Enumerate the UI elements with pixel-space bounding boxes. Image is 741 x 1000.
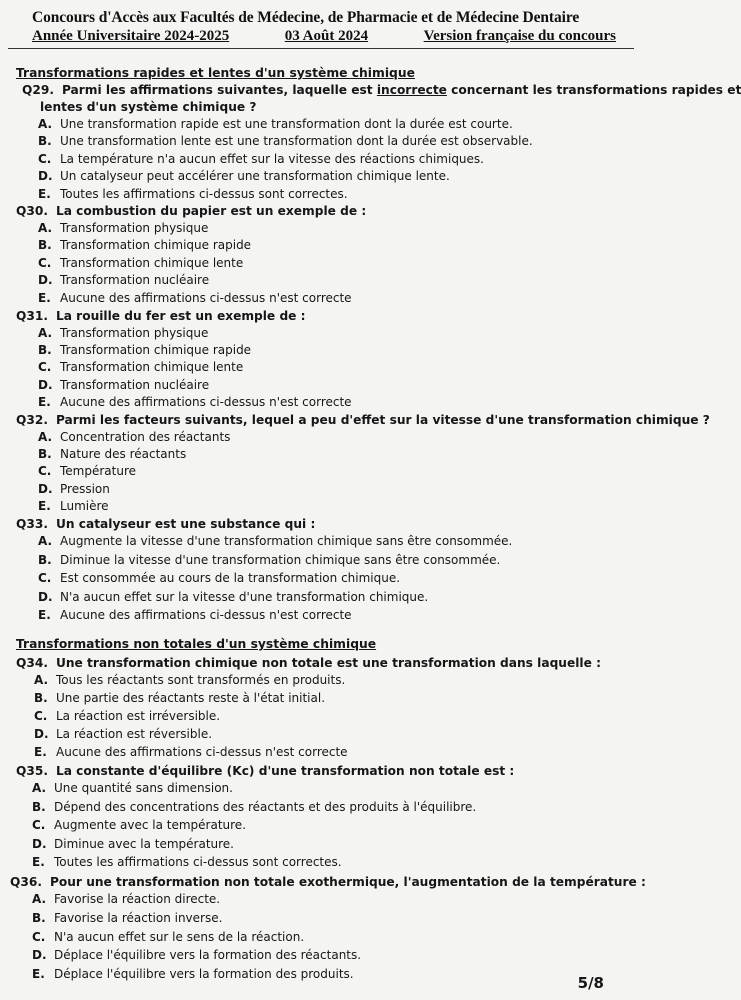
option-text: N'a aucun effet sur le sens de la réaction. bbox=[54, 929, 305, 944]
option-text: Tous les réactants sont transformés en produits. bbox=[56, 673, 346, 687]
option-letter: C. bbox=[38, 255, 52, 270]
option-text: Toutes les affirmations ci-dessus sont correctes. bbox=[54, 855, 342, 869]
option-text: Augmente avec la température. bbox=[54, 818, 247, 832]
option-text: Une partie des réactants reste à l'état initial. bbox=[56, 691, 326, 705]
question-number: Q29. bbox=[22, 83, 54, 97]
option-letter: E. bbox=[38, 186, 51, 201]
option-e bbox=[32, 855, 342, 869]
option-letter: A. bbox=[38, 430, 53, 444]
option-text: Diminue la vitesse d'une transformation chimique sans être consommée. bbox=[60, 552, 501, 567]
option-b bbox=[34, 691, 325, 705]
option-b bbox=[38, 134, 533, 148]
page-number: 5/8 bbox=[577, 974, 604, 992]
option-b bbox=[32, 800, 476, 814]
option-letter: B. bbox=[38, 238, 52, 253]
option-letter: A. bbox=[38, 534, 53, 548]
option-text: Aucune des affirmations ci-dessus n'est correcte bbox=[60, 290, 352, 305]
option-text: Une transformation rapide est une transformation dont la durée est courte. bbox=[60, 117, 513, 131]
option-a bbox=[32, 892, 220, 906]
option-text: Aucune des affirmations ci-dessus n'est correcte bbox=[60, 394, 352, 409]
option-a bbox=[38, 221, 208, 235]
option-text: Déplace l'équilibre vers la formation des produits. bbox=[54, 967, 354, 982]
option-text: Un catalyseur peut accélérer une transformation chimique lente. bbox=[60, 169, 450, 184]
option-text: Transformation nucléaire bbox=[60, 273, 210, 288]
option-letter: D. bbox=[38, 481, 53, 496]
option-d bbox=[38, 273, 209, 287]
option-text: Transformation nucléaire bbox=[60, 377, 210, 392]
option-text: Aucune des affirmations ci-dessus n'est correcte bbox=[56, 745, 348, 759]
option-text: Diminue avec la température. bbox=[54, 836, 234, 851]
option-letter: A. bbox=[32, 892, 47, 906]
option-d bbox=[38, 590, 428, 604]
option-letter: D. bbox=[32, 836, 47, 851]
option-a bbox=[32, 781, 233, 795]
option-text: Transformation chimique rapide bbox=[60, 343, 252, 358]
option-b bbox=[38, 553, 500, 567]
option-letter: E. bbox=[38, 290, 51, 305]
option-text: La température n'a aucun effet sur la vitesse des réactions chimiques. bbox=[60, 151, 484, 166]
option-text: Nature des réactants bbox=[60, 447, 187, 462]
option-letter: E. bbox=[38, 394, 51, 409]
option-letter: E. bbox=[32, 855, 45, 869]
option-a bbox=[38, 326, 208, 340]
option-letter: D. bbox=[34, 727, 49, 741]
option-d bbox=[38, 378, 209, 392]
option-letter: B. bbox=[38, 134, 52, 149]
option-letter: B. bbox=[32, 799, 46, 814]
option-c bbox=[38, 256, 243, 270]
option-letter: C. bbox=[34, 709, 48, 723]
section-title: Transformations rapides et lentes d'un système chimique bbox=[16, 66, 415, 80]
option-a bbox=[38, 117, 513, 131]
option-d bbox=[38, 169, 450, 183]
option-letter: D. bbox=[32, 948, 47, 963]
option-b bbox=[38, 447, 186, 461]
option-letter: A. bbox=[34, 673, 49, 687]
option-letter: D. bbox=[38, 169, 53, 184]
option-text: Est consommée au cours de la transformation chimique. bbox=[60, 571, 401, 585]
option-text: Aucune des affirmations ci-dessus n'est correcte bbox=[60, 608, 352, 622]
option-letter: A. bbox=[38, 117, 53, 131]
option-e bbox=[32, 967, 354, 981]
option-letter: C. bbox=[38, 151, 52, 166]
option-text: Une quantité sans dimension. bbox=[54, 781, 233, 795]
option-e bbox=[34, 745, 348, 759]
option-c bbox=[32, 930, 304, 944]
option-c bbox=[38, 571, 400, 585]
option-text: Favorise la réaction directe. bbox=[54, 892, 221, 906]
exam-subheader bbox=[32, 28, 616, 45]
option-letter: B. bbox=[32, 910, 46, 925]
option-e bbox=[38, 291, 352, 305]
question-q34: Q34. Une transformation chimique non totale est une transformation dans laquelle : bbox=[16, 656, 601, 670]
option-text: N'a aucun effet sur la vitesse d'une transformation chimique. bbox=[60, 589, 429, 604]
question-q33: Q33. Un catalyseur est une substance qui : bbox=[16, 517, 316, 531]
option-text: Favorise la réaction inverse. bbox=[54, 910, 223, 925]
option-letter: E. bbox=[38, 498, 51, 513]
option-letter: B. bbox=[38, 343, 52, 358]
question-q36: Q36. Pour une transformation non totale exothermique, l'augmentation de la température : bbox=[10, 875, 646, 889]
option-letter: C. bbox=[32, 929, 46, 944]
option-text: Déplace l'équilibre vers la formation des réactants. bbox=[54, 948, 362, 963]
header-divider bbox=[8, 48, 634, 49]
option-text: Une transformation lente est une transformation dont la durée est observable. bbox=[60, 134, 533, 149]
option-e bbox=[38, 187, 348, 201]
exam-date: 03 Août 2024 bbox=[284, 28, 369, 44]
exam-version: Version française du concours bbox=[423, 28, 616, 44]
option-text: Concentration des réactants bbox=[60, 430, 231, 444]
option-a bbox=[34, 673, 345, 687]
option-c bbox=[38, 360, 243, 374]
option-e bbox=[38, 499, 109, 513]
option-letter: C. bbox=[38, 360, 52, 375]
option-text: Transformation physique bbox=[60, 326, 209, 340]
option-text: Pression bbox=[60, 481, 110, 496]
option-d bbox=[32, 837, 234, 851]
question-q35: Q35. La constante d'équilibre (Kc) d'une transformation non totale est : bbox=[16, 764, 515, 778]
option-text: Transformation physique bbox=[60, 221, 209, 235]
option-letter: C. bbox=[38, 571, 52, 585]
option-letter: D. bbox=[38, 377, 53, 392]
option-e bbox=[38, 395, 352, 409]
option-b bbox=[38, 238, 251, 252]
option-text: La réaction est réversible. bbox=[56, 727, 213, 741]
option-letter: E. bbox=[38, 608, 51, 622]
question-q31: Q31. La rouille du fer est un exemple de : bbox=[16, 309, 306, 323]
option-c bbox=[34, 709, 220, 723]
option-letter: D. bbox=[38, 589, 53, 604]
option-text: Lumière bbox=[60, 498, 109, 513]
option-text: Dépend des concentrations des réactants et des produits à l'équilibre. bbox=[54, 799, 477, 814]
option-text: La réaction est irréversible. bbox=[56, 709, 221, 723]
option-text: Augmente la vitesse d'une transformation chimique sans être consommée. bbox=[60, 534, 513, 548]
option-a bbox=[38, 430, 230, 444]
option-letter: B. bbox=[38, 552, 52, 567]
option-letter: E. bbox=[34, 745, 47, 759]
option-letter: B. bbox=[34, 691, 48, 705]
option-text: Transformation chimique rapide bbox=[60, 238, 252, 253]
question-q29: Q29. Parmi les affirmations suivantes, laquelle est incorrecte concernant les transformations rapides et bbox=[22, 83, 741, 97]
option-c bbox=[32, 818, 246, 832]
academic-year: Année Universitaire 2024-2025 bbox=[32, 28, 230, 44]
exam-title: Concours d'Accès aux Facultés de Médecine, de Pharmacie et de Médecine Dentaire bbox=[32, 9, 580, 26]
option-b bbox=[38, 343, 251, 357]
option-text: Transformation chimique lente bbox=[60, 255, 244, 270]
option-text: Température bbox=[60, 464, 137, 479]
option-letter: A. bbox=[38, 326, 53, 340]
question-q32: Q32. Parmi les facteurs suivants, lequel a peu d'effet sur la vitesse d'une transformation chimique ? bbox=[16, 413, 710, 427]
option-b bbox=[32, 911, 222, 925]
option-c bbox=[38, 152, 484, 166]
option-d bbox=[34, 727, 212, 741]
question-q30: Q30. La combustion du papier est un exemple de : bbox=[16, 204, 367, 218]
option-letter: C. bbox=[38, 464, 52, 479]
option-letter: A. bbox=[32, 781, 47, 795]
option-d bbox=[38, 482, 110, 496]
option-letter: B. bbox=[38, 447, 52, 462]
option-d bbox=[32, 948, 361, 962]
option-letter: D. bbox=[38, 273, 53, 288]
section-title: Transformations non totales d'un système chimique bbox=[16, 637, 377, 651]
option-text: Toutes les affirmations ci-dessus sont correctes. bbox=[60, 186, 348, 201]
option-letter: E. bbox=[32, 967, 45, 982]
option-c bbox=[38, 464, 136, 478]
option-a bbox=[38, 534, 512, 548]
question-q29-line2: lentes d'un système chimique ? bbox=[40, 100, 257, 114]
option-text: Transformation chimique lente bbox=[60, 360, 244, 375]
option-letter: A. bbox=[38, 221, 53, 235]
option-e bbox=[38, 608, 352, 622]
option-letter: C. bbox=[32, 818, 46, 832]
